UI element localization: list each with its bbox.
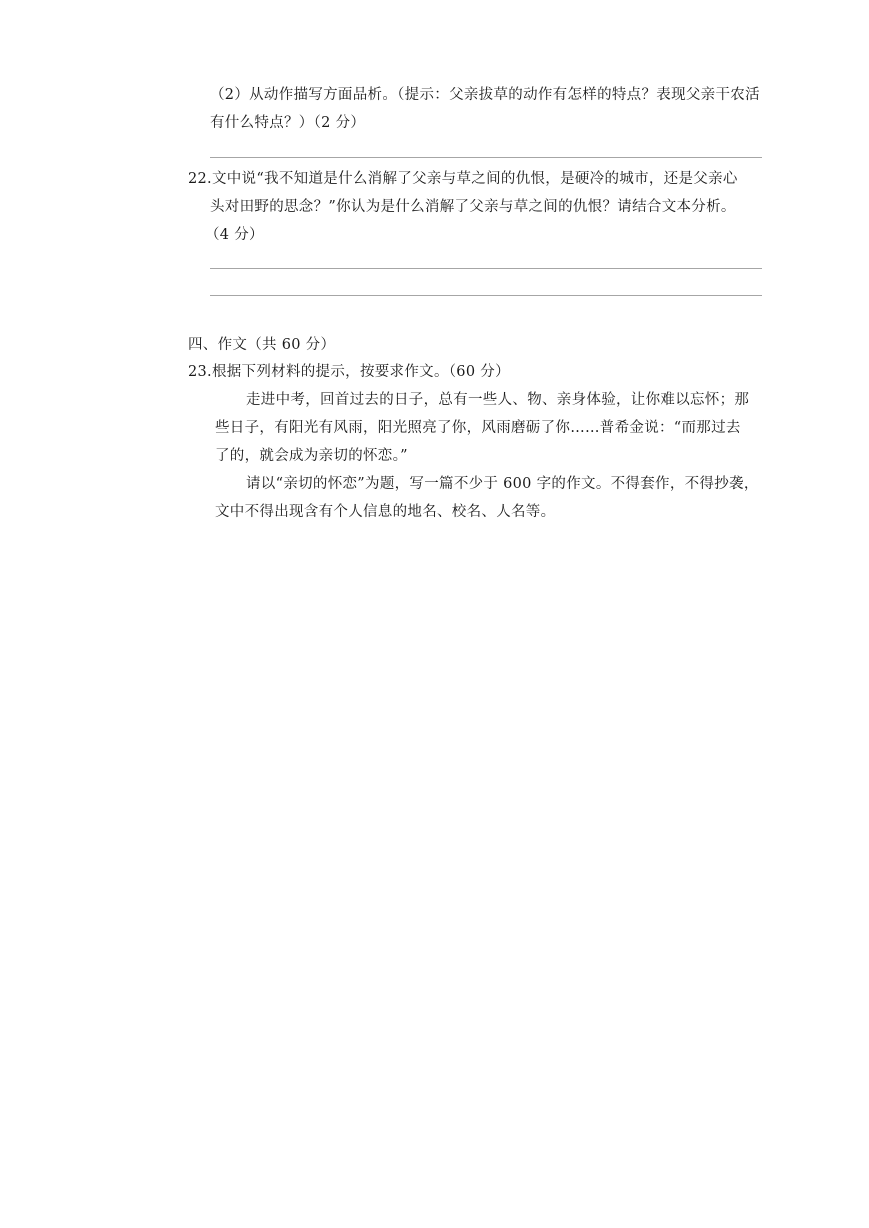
q21-part2-line1: （2）从动作描写方面品析。（提示：父亲拔草的动作有怎样的特点？表现父亲干农活 bbox=[210, 87, 760, 103]
q23-requirement-line2: 文中不得出现含有个人信息的地名、校名、人名等。 bbox=[215, 504, 556, 520]
answer-line-q22-1 bbox=[210, 268, 762, 269]
q22-line3: （4 分） bbox=[205, 227, 264, 243]
q22-line1: 22.文中说“我不知道是什么消解了父亲与草之间的仇恨，是硬冷的城市，还是父亲心 bbox=[188, 171, 738, 187]
section4-heading: 四、作文（共 60 分） bbox=[188, 337, 336, 353]
q23-material-line3: 了的，就会成为亲切的怀恋。” bbox=[215, 448, 408, 464]
q23-requirement-line1: 请以“亲切的怀恋”为题，写一篇不少于 600 字的作文。不得套作，不得抄袭， bbox=[246, 476, 759, 492]
answer-line-q21 bbox=[210, 157, 762, 158]
q21-part2-line2: 有什么特点？）（2 分） bbox=[210, 115, 366, 131]
q23-material-line1: 走进中考，回首过去的日子，总有一些人、物、亲身体验，让你难以忘怀；那 bbox=[246, 392, 750, 408]
answer-line-q22-2 bbox=[210, 295, 762, 296]
q23-material-line2: 些日子，有阳光有风雨，阳光照亮了你，风雨磨砺了你……普希金说：“而那过去 bbox=[215, 420, 741, 436]
q23-line1: 23.根据下列材料的提示，按要求作文。（60 分） bbox=[188, 364, 510, 380]
q22-line2: 头对田野的思念？”你认为是什么消解了父亲与草之间的仇恨？请结合文本分析。 bbox=[210, 199, 736, 215]
